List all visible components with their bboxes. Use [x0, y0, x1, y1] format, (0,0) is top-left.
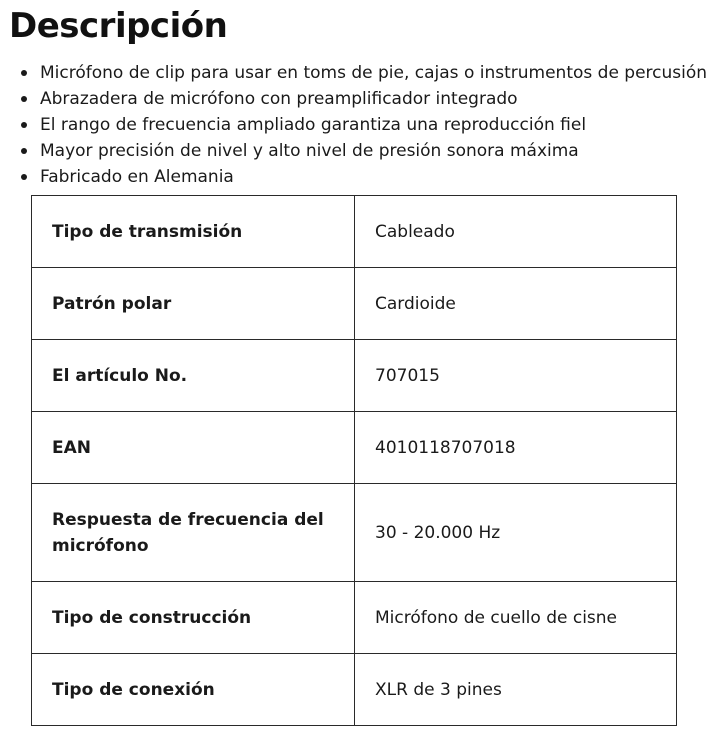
spec-row-transmission [32, 196, 677, 268]
spec-label: Respuesta de frecuencia del micrófono [32, 484, 355, 582]
spec-label: Tipo de construcción [32, 582, 355, 654]
bullet-icon [21, 174, 27, 180]
spec-row-polar-pattern [32, 268, 677, 340]
feature-item [20, 112, 728, 138]
bullet-icon [21, 122, 27, 128]
feature-item [20, 60, 728, 86]
specifications-table [31, 195, 677, 726]
spec-label: Tipo de conexión [32, 654, 355, 726]
spec-value: 4010118707018 [355, 412, 677, 484]
spec-row-ean [32, 412, 677, 484]
page-title: Descripción [9, 6, 228, 46]
feature-text: El rango de frecuencia ampliado garantiza una reproducción fiel [40, 115, 587, 135]
spec-value: 30 - 20.000 Hz [355, 484, 677, 582]
spec-value: 707015 [355, 340, 677, 412]
feature-text: Micrófono de clip para usar en toms de pie, cajas o instrumentos de percusión [40, 63, 708, 83]
feature-list [20, 60, 728, 190]
spec-value: Cableado [355, 196, 677, 268]
feature-text: Mayor precisión de nivel y alto nivel de presión sonora máxima [40, 141, 579, 161]
bullet-icon [21, 96, 27, 102]
feature-item [20, 138, 728, 164]
spec-label: Patrón polar [32, 268, 355, 340]
spec-value: XLR de 3 pines [355, 654, 677, 726]
bullet-icon [21, 70, 27, 76]
feature-item [20, 164, 728, 190]
bullet-icon [21, 148, 27, 154]
spec-row-article-number [32, 340, 677, 412]
spec-value: Cardioide [355, 268, 677, 340]
spec-row-frequency-response [32, 484, 677, 582]
spec-label: El artículo No. [32, 340, 355, 412]
spec-row-connection-type [32, 654, 677, 726]
feature-text: Fabricado en Alemania [40, 167, 234, 187]
spec-value: Micrófono de cuello de cisne [355, 582, 677, 654]
spec-label: Tipo de transmisión [32, 196, 355, 268]
feature-text: Abrazadera de micrófono con preamplificador integrado [40, 89, 518, 109]
spec-row-construction-type [32, 582, 677, 654]
feature-item [20, 86, 728, 112]
spec-label: EAN [32, 412, 355, 484]
